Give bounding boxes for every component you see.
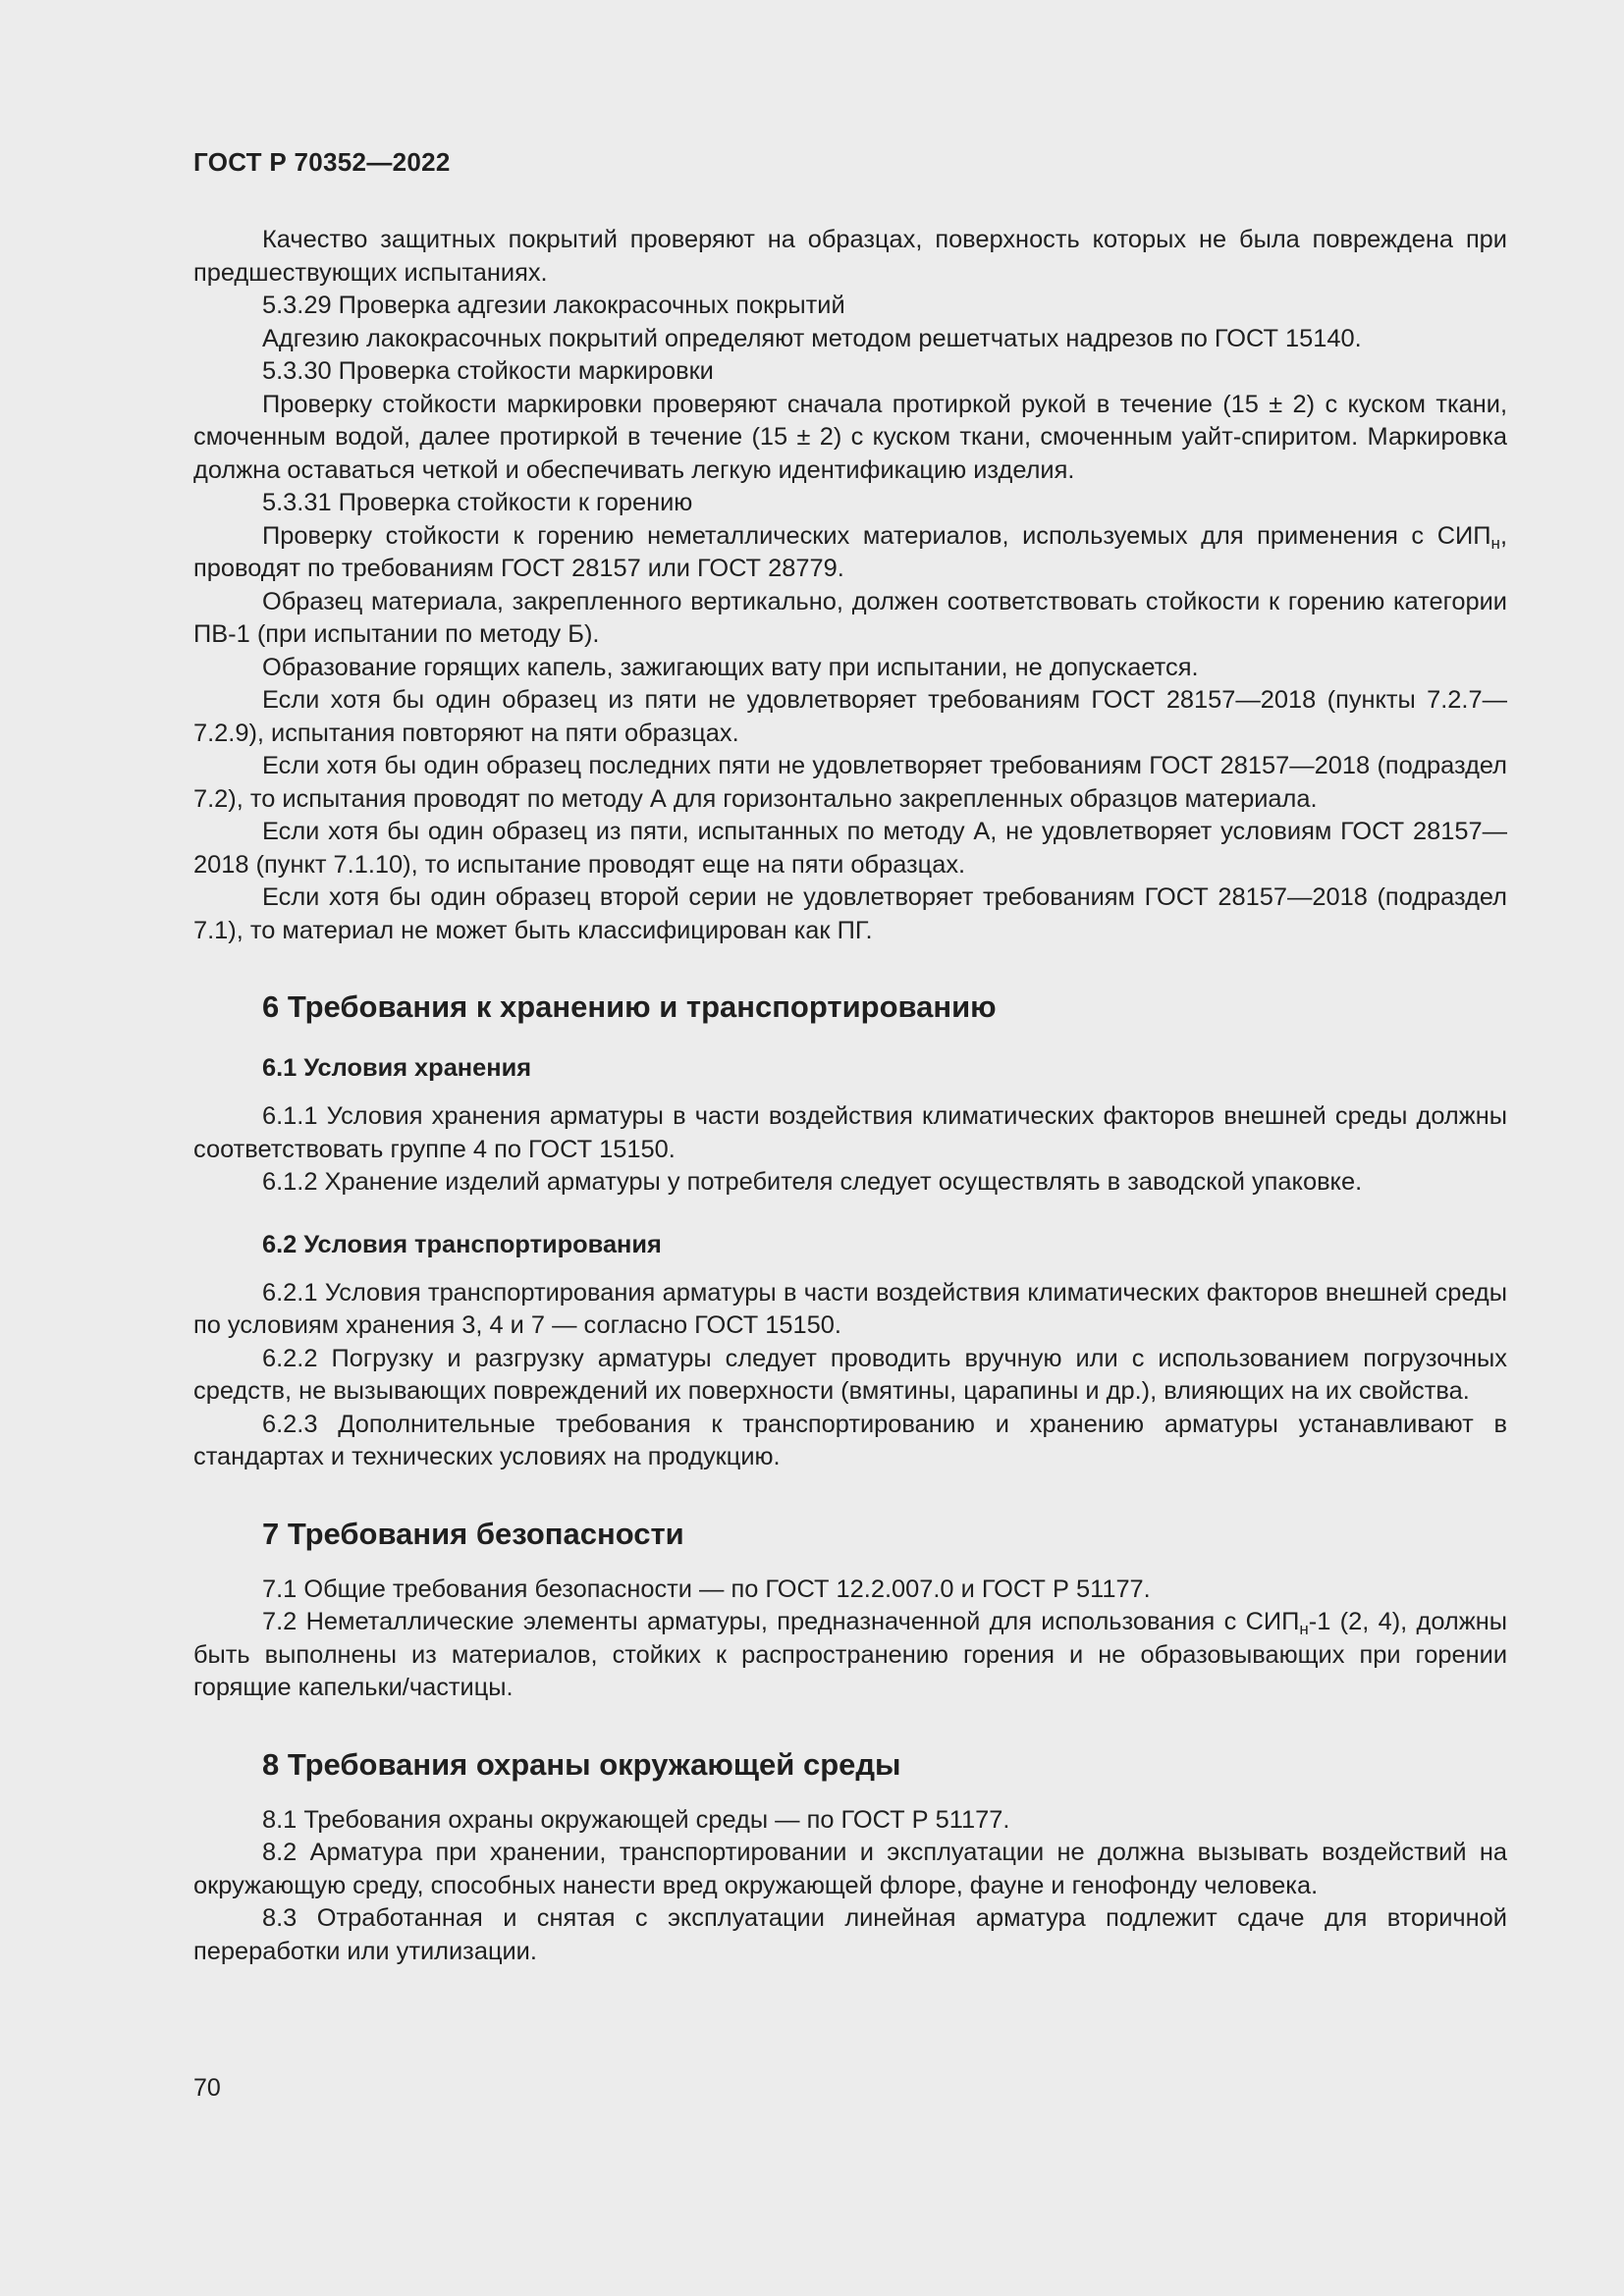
clause-heading: 5.3.31 Проверка стойкости к горению	[262, 489, 693, 516]
paragraph: 6.1.2 Хранение изделий арматуры у потребителя следует осуществлять в заводской упаковке.	[262, 1168, 1363, 1196]
text-run: , проводят по требованиям ГОСТ 28157 или ГОСТ 28779.	[193, 521, 1507, 582]
paragraph: Если хотя бы один образец из пяти не удовлетворяет требованиям ГОСТ 28157—2018 (пункты 7.2.7—7.2.9), испытания повторяют на пяти образцах.	[193, 686, 1507, 747]
clause-heading: 5.3.30 Проверка стойкости маркировки	[262, 357, 714, 385]
paragraph: 8.2 Арматура при хранении, транспортировании и эксплуатации не должна вызывать воздействий на окружающую среду, способных нанести вред окружающей флоре, фауне и генофонду человека.	[193, 1839, 1507, 1899]
subscript: н	[1490, 533, 1500, 553]
paragraph: Качество защитных покрытий проверяют на образцах, поверхность которых не была повреждена при предшествующих испытаниях.	[193, 226, 1507, 287]
paragraph	[193, 520, 1507, 586]
subscript: н	[1299, 1620, 1309, 1638]
section-7-heading: 7 Требования безопасности	[262, 1516, 684, 1551]
text-run: Проверку стойкости к горению неметаллических материалов, используемых для применения с СИП	[262, 521, 1491, 550]
text-run: 7.2 Неметаллические элементы арматуры, предназначенной для использования с СИП	[262, 1608, 1300, 1635]
paragraph: 7.1 Общие требования безопасности — по ГОСТ 12.2.007.0 и ГОСТ Р 51177.	[262, 1575, 1151, 1603]
document-code-header: ГОСТ Р 70352—2022	[193, 147, 451, 177]
page-content	[193, 224, 1507, 1968]
paragraph: Адгезию лакокрасочных покрытий определяют методом решетчатых надрезов по ГОСТ 15140.	[262, 324, 1362, 352]
section-6-heading: 6 Требования к хранению и транспортированию	[262, 989, 997, 1024]
clause-heading: 5.3.29 Проверка адгезии лакокрасочных покрытий	[262, 292, 845, 319]
paragraph: Если хотя бы один образец из пяти, испытанных по методу А, не удовлетворяет условиям ГОСТ 28157—2018 (пункт 7.1.10), то испытание проводят еще на пяти образцах.	[193, 818, 1507, 879]
paragraph: 6.2.1 Условия транспортирования арматуры в части воздействия климатических факторов внешней среды по условиям хранения 3, 4 и 7 — согласно ГОСТ 15150.	[193, 1278, 1507, 1339]
paragraph: Если хотя бы один образец последних пяти не удовлетворяет требованиям ГОСТ 28157—2018 (подраздел 7.2), то испытания проводят по методу А для горизонтально закрепленных образцов материала.	[193, 752, 1507, 813]
paragraph: 6.2.3 Дополнительные требования к транспортированию и хранению арматуры устанавливают в стандартах и технических условиях на продукцию.	[193, 1410, 1507, 1470]
text-run: -1 (2, 4), должны быть выполнены из материалов, стойких к распространению горения и не образовывающих при горении горящие капельки/частицы.	[193, 1608, 1507, 1701]
paragraph: 6.2.2 Погрузку и разгрузку арматуры следует проводить вручную или с использованием погрузочных средств, не вызывающих повреждений их поверхности (вмятины, царапины и др.), влияющих на их свойства.	[193, 1344, 1507, 1405]
paragraph: 8.3 Отработанная и снятая с эксплуатации линейная арматура подлежит сдаче для вторичной переработки или утилизации.	[193, 1904, 1507, 1965]
paragraph: Образец материала, закрепленного вертикально, должен соответствовать стойкости к горению категории ПВ-1 (при испытании по методу Б).	[193, 587, 1507, 648]
paragraph: Если хотя бы один образец второй серии не удовлетворяет требованиям ГОСТ 28157—2018 (подраздел 7.1), то материал не может быть классифицирован как ПГ.	[193, 883, 1507, 944]
paragraph: 6.1.1 Условия хранения арматуры в части воздействия климатических факторов внешней среды должны соответствовать группе 4 по ГОСТ 15150.	[193, 1102, 1507, 1163]
subsection-6-1-heading: 6.1 Условия хранения	[262, 1054, 532, 1082]
paragraph: Образование горящих капель, зажигающих вату при испытании, не допускается.	[262, 653, 1199, 681]
subsection-6-2-heading: 6.2 Условия транспортирования	[262, 1230, 662, 1258]
paragraph: Проверку стойкости маркировки проверяют сначала протиркой рукой в течение (15 ± 2) с куском ткани, смоченным водой, далее протиркой в течение (15 ± 2) с куском ткани, смоченным уайт-спиритом. Маркировка должна оставаться четкой и обеспечивать легкую идентификацию изделия.	[193, 390, 1507, 484]
section-8-heading: 8 Требования охраны окружающей среды	[262, 1746, 901, 1782]
paragraph	[193, 1606, 1507, 1705]
page-number: 70	[193, 2074, 221, 2102]
paragraph: 8.1 Требования охраны окружающей среды — по ГОСТ Р 51177.	[262, 1805, 1010, 1834]
